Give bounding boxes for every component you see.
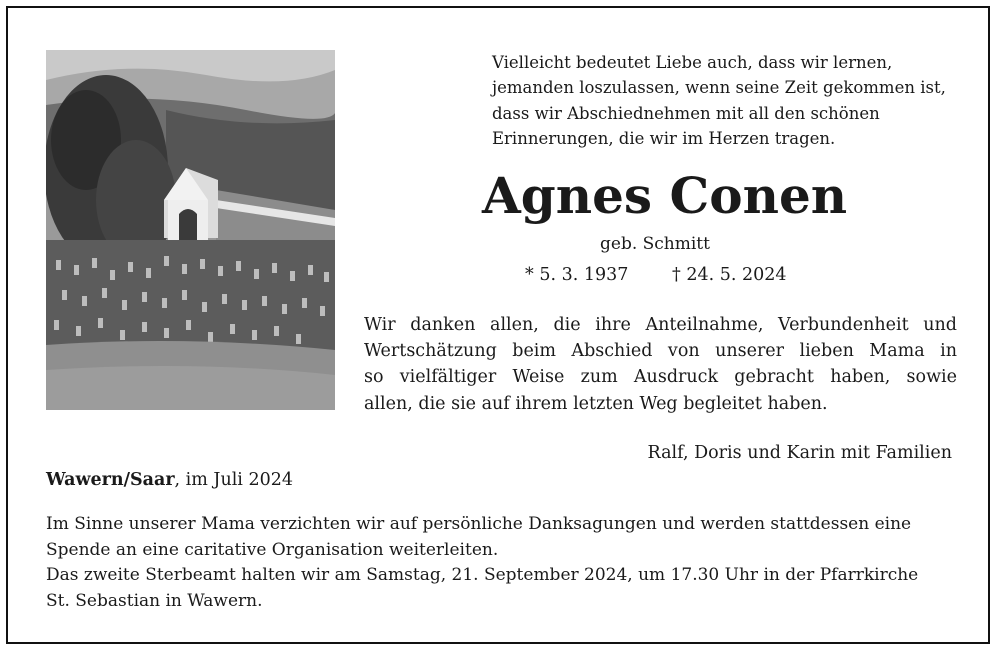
memorial-quote	[492, 50, 972, 151]
cemetery-chapel-photo	[46, 50, 335, 410]
quote-line: jemanden loszulassen, wenn seine Zeit gekommen ist,	[492, 78, 946, 98]
place-and-date	[46, 468, 293, 492]
donation-paragraph	[46, 512, 960, 563]
obituary-card	[6, 6, 990, 644]
thanks-line: so vielfältiger Weise zum Ausdruck gebracht haben, sowie	[364, 367, 957, 388]
notice-line: Im Sinne unserer Mama verzichten wir auf persönliche Danksagungen und werden stattdessen eine	[46, 514, 912, 534]
death-date: † 24. 5. 2024	[672, 265, 787, 285]
town-name: Wawern/Saar	[46, 470, 175, 490]
notice-text	[46, 512, 960, 614]
notice-line: St. Sebastian in Wawern.	[46, 590, 263, 611]
deceased-name: Agnes Conen	[482, 166, 848, 225]
thanks-line: Wir danken allen, die ihre Anteilnahme, Verbundenheit und	[364, 315, 957, 335]
notice-date: , im Juli 2024	[174, 470, 294, 490]
family-signature: Ralf, Doris und Karin mit Familien	[647, 443, 952, 463]
quote-line: dass wir Abschiednehmen mit all den schönen	[492, 103, 880, 123]
quote-line: Vielleicht bedeutet Liebe auch, dass wir lernen,	[492, 53, 893, 72]
birth-date: * 5. 3. 1937	[525, 265, 629, 285]
thanks-text	[364, 312, 957, 417]
notice-line: Spende an eine caritative Organisation weiterleiten.	[46, 539, 499, 560]
notice-line: Das zweite Sterbeamt halten wir am Samstag, 21. September 2024, um 17.30 Uhr in der Pfarrkirche	[46, 565, 919, 585]
thanks-line: allen, die sie auf ihrem letzten Weg begleitet haben.	[364, 393, 828, 414]
thanks-line: Wertschätzung beim Abschied von unserer lieben Mama in	[364, 341, 957, 362]
mass-paragraph	[46, 563, 960, 614]
quote-line: Erinnerungen, die wir im Herzen tragen.	[492, 128, 836, 148]
maiden-name: geb. Schmitt	[600, 234, 710, 254]
